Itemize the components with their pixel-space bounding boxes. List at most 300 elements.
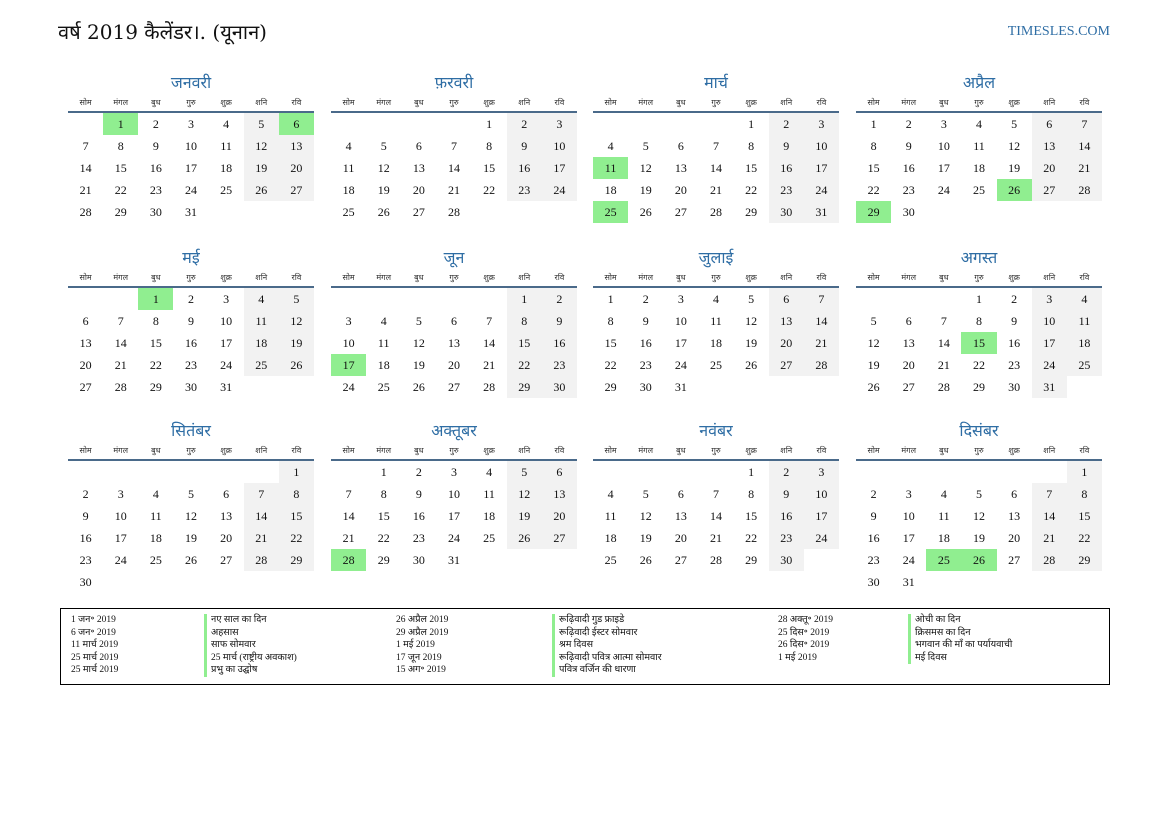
month-block (856, 72, 1102, 223)
empty-cell (961, 460, 996, 483)
day-cell: 1 (870, 116, 877, 131)
month-table (68, 94, 314, 223)
day-cell: 26 (867, 379, 880, 394)
day-cell: 23 (769, 179, 804, 201)
day-cell: 21 (709, 182, 722, 197)
day-cell: 23 (1008, 357, 1021, 372)
weekday-header: शनि (769, 442, 804, 460)
weekday-header: शनि (1032, 94, 1067, 112)
day-cell: 29 (745, 552, 758, 567)
legend-date: 26 दिस॰ 2019 (778, 640, 830, 650)
day-cell: 18 (709, 335, 722, 350)
day-cell: 20 (769, 332, 804, 354)
month-block (331, 420, 577, 571)
week-row (331, 483, 577, 505)
day-cell: 30 (639, 379, 652, 394)
day-cell: 19 (412, 357, 425, 372)
legend-holiday-name: श्रम दिवस (552, 639, 662, 652)
day-cell: 28 (709, 204, 722, 219)
day-cell: 28 (709, 552, 722, 567)
day-cell: 13 (1008, 508, 1021, 523)
day-cell: 1 (607, 291, 614, 306)
day-cell: 15 (867, 160, 880, 175)
day-cell: 14 (342, 508, 355, 523)
weekday-header: सोम (856, 94, 891, 112)
day-cell: 18 (244, 332, 279, 354)
weekday-header: शनि (244, 94, 279, 112)
day-cell: 17 (804, 157, 839, 179)
week-row (593, 354, 839, 376)
month-name: मार्च (704, 73, 728, 92)
day-cell: 31 (220, 379, 233, 394)
day-cell: 8 (870, 138, 877, 153)
week-row (856, 376, 1102, 398)
weekday-header: रवि (804, 442, 839, 460)
weekday-header: शुक्र (734, 269, 769, 287)
day-cell: 3 (223, 291, 230, 306)
day-cell: 3 (677, 291, 684, 306)
day-cell: 28 (79, 204, 92, 219)
weekday-header: शुक्र (472, 269, 507, 287)
day-cell: 25 (483, 530, 496, 545)
day-cell: 9 (542, 310, 577, 332)
month-name: जनवरी (170, 73, 212, 92)
day-cell: 13 (674, 508, 687, 523)
month-name: अप्रैल (962, 73, 996, 92)
day-cell: 27 (674, 204, 687, 219)
day-cell: 15 (1067, 505, 1102, 527)
day-cell: 24 (804, 527, 839, 549)
day-cell: 20 (220, 530, 233, 545)
day-cell: 12 (184, 508, 197, 523)
week-row (593, 157, 839, 179)
day-cell: 10 (542, 135, 577, 157)
day-cell: 4 (244, 287, 279, 310)
day-cell: 24 (542, 179, 577, 201)
weekday-header: रवि (1067, 442, 1102, 460)
day-cell: 7 (82, 138, 89, 153)
month-block (68, 420, 314, 593)
day-cell: 13 (769, 310, 804, 332)
weekday-header: बुध (138, 442, 173, 460)
day-cell: 4 (1067, 287, 1102, 310)
day-cell: 30 (412, 552, 425, 567)
empty-cell (856, 460, 891, 483)
day-cell: 15 (114, 160, 127, 175)
weekday-header: मंगल (891, 269, 926, 287)
day-cell: 2 (769, 112, 804, 135)
month-table (68, 269, 314, 398)
day-cell: 25 (1067, 354, 1102, 376)
month-table (331, 442, 577, 571)
empty-cell (209, 571, 244, 593)
day-cell: 8 (507, 310, 542, 332)
day-cell: 20 (79, 357, 92, 372)
day-cell: 24 (342, 379, 355, 394)
day-cell: 14 (79, 160, 92, 175)
legend-dates-2 (396, 614, 448, 677)
weekday-header: सोम (593, 442, 628, 460)
day-cell: 19 (377, 182, 390, 197)
week-row (593, 483, 839, 505)
day-cell: 18 (220, 160, 233, 175)
month-name: जुलाई (698, 248, 734, 267)
weekday-header: रवि (542, 269, 577, 287)
day-cell: 8 (486, 138, 493, 153)
weekday-header: गुरु (173, 269, 208, 287)
month-block (68, 72, 314, 223)
day-cell: 11 (377, 335, 390, 350)
week-row (856, 201, 1102, 223)
day-cell: 1 (748, 464, 755, 479)
month-block (856, 420, 1102, 593)
legend-holiday-name: मई दिवस (908, 652, 1012, 665)
day-cell: 21 (483, 357, 496, 372)
weekday-header: गुरु (961, 442, 996, 460)
day-cell: 28 (244, 549, 279, 571)
empty-cell (209, 201, 244, 223)
weekday-header: मंगल (628, 94, 663, 112)
day-cell: 3 (905, 486, 912, 501)
weekday-header: सोम (593, 94, 628, 112)
week-row (68, 157, 314, 179)
legend-holiday-name: ओची का दिन (908, 614, 1012, 627)
week-row (856, 460, 1102, 483)
weekday-header: शनि (769, 269, 804, 287)
day-cell: 26 (377, 204, 390, 219)
day-cell: 18 (604, 182, 617, 197)
day-cell: 18 (937, 530, 950, 545)
weekday-header: शनि (1032, 442, 1067, 460)
weekday-header: बुध (401, 442, 436, 460)
day-cell: 30 (79, 574, 92, 589)
day-cell: 24 (1032, 354, 1067, 376)
holiday-day-cell: 28 (331, 549, 366, 571)
empty-cell (1067, 376, 1102, 398)
day-cell: 10 (804, 135, 839, 157)
legend-date: 17 जून 2019 (396, 652, 442, 663)
day-cell: 9 (152, 138, 159, 153)
day-cell: 1 (748, 116, 755, 131)
day-cell: 21 (244, 527, 279, 549)
month-table (593, 94, 839, 223)
day-cell: 18 (604, 530, 617, 545)
empty-cell (68, 287, 103, 310)
day-cell: 26 (639, 552, 652, 567)
weekday-header: शुक्र (472, 442, 507, 460)
day-cell: 11 (342, 160, 355, 175)
day-cell: 1 (279, 460, 314, 483)
weekday-header: मंगल (103, 442, 138, 460)
day-cell: 10 (184, 138, 197, 153)
day-cell: 11 (938, 508, 950, 523)
day-cell: 24 (114, 552, 127, 567)
day-cell: 9 (187, 313, 194, 328)
day-cell: 3 (450, 464, 457, 479)
day-cell: 20 (1032, 157, 1067, 179)
day-cell: 23 (769, 527, 804, 549)
empty-cell (1032, 201, 1067, 223)
day-cell: 8 (117, 138, 124, 153)
day-cell: 3 (940, 116, 947, 131)
day-cell: 15 (604, 335, 617, 350)
month-table (331, 94, 577, 223)
day-cell: 16 (507, 157, 542, 179)
day-cell: 9 (870, 508, 877, 523)
weekday-header: गुरु (698, 442, 733, 460)
empty-cell (331, 460, 366, 483)
month-name: मई (182, 248, 200, 267)
empty-cell (507, 549, 542, 571)
day-cell: 11 (604, 508, 617, 523)
day-cell: 29 (507, 376, 542, 398)
weekday-header: शुक्र (997, 442, 1032, 460)
day-cell: 12 (279, 310, 314, 332)
day-cell: 6 (677, 486, 684, 501)
day-cell: 22 (149, 357, 162, 372)
month-table (856, 94, 1102, 223)
day-cell: 4 (940, 486, 947, 501)
day-cell: 12 (244, 135, 279, 157)
day-cell: 12 (972, 508, 985, 523)
holiday-day-cell: 15 (961, 332, 996, 354)
day-cell: 18 (149, 530, 162, 545)
day-cell: 7 (450, 138, 457, 153)
day-cell: 15 (377, 508, 390, 523)
weekday-header: रवि (1067, 94, 1102, 112)
legend-date: 1 मई 2019 (778, 652, 817, 663)
day-cell: 5 (380, 138, 387, 153)
weekday-header: शुक्र (734, 442, 769, 460)
legend-date: 15 अग॰ 2019 (396, 665, 446, 675)
empty-cell (279, 201, 314, 223)
empty-cell (472, 201, 507, 223)
weekday-header: मंगल (628, 269, 663, 287)
day-cell: 10 (902, 508, 915, 523)
day-cell: 23 (867, 552, 880, 567)
day-cell: 24 (184, 182, 197, 197)
day-cell: 30 (184, 379, 197, 394)
day-cell: 23 (79, 552, 92, 567)
empty-cell (1067, 201, 1102, 223)
day-cell: 23 (902, 182, 915, 197)
day-cell: 31 (674, 379, 687, 394)
week-row (331, 287, 577, 310)
empty-cell (366, 112, 401, 135)
day-cell: 22 (867, 182, 880, 197)
day-cell: 14 (709, 508, 722, 523)
weekday-header: बुध (138, 269, 173, 287)
legend-holiday-name: रूढ़िवादी ईस्टर सोमवार (552, 627, 662, 640)
day-cell: 7 (940, 313, 947, 328)
day-cell: 19 (639, 182, 652, 197)
day-cell: 21 (79, 182, 92, 197)
legend-dates-3 (778, 614, 833, 664)
weekday-header: बुध (401, 94, 436, 112)
month-name: दिसंबर (959, 421, 999, 440)
legend-names-2 (552, 614, 662, 677)
empty-cell (1067, 571, 1102, 593)
weekday-header: बुध (663, 94, 698, 112)
day-cell: 8 (1067, 483, 1102, 505)
day-cell: 16 (867, 530, 880, 545)
day-cell: 13 (412, 160, 425, 175)
weekday-header: सोम (331, 94, 366, 112)
week-row (68, 527, 314, 549)
day-cell: 6 (769, 287, 804, 310)
empty-cell (173, 571, 208, 593)
day-cell: 31 (1032, 376, 1067, 398)
empty-cell (593, 112, 628, 135)
week-row (856, 483, 1102, 505)
day-cell: 30 (1008, 379, 1021, 394)
day-cell: 21 (114, 357, 127, 372)
day-cell: 19 (1008, 160, 1021, 175)
legend-date: 29 अप्रैल 2019 (396, 627, 449, 638)
week-row (856, 112, 1102, 135)
weekday-header: मंगल (891, 94, 926, 112)
week-row (856, 157, 1102, 179)
holiday-day-cell: 26 (961, 549, 996, 571)
day-cell: 9 (415, 486, 422, 501)
month-block (856, 247, 1102, 398)
weekday-header: गुरु (173, 442, 208, 460)
day-cell: 5 (279, 287, 314, 310)
empty-cell (856, 287, 891, 310)
day-cell: 4 (223, 116, 230, 131)
day-cell: 25 (604, 552, 617, 567)
weekday-header: मंगल (366, 94, 401, 112)
site-link[interactable]: TIMESLES.COM (1007, 24, 1110, 39)
day-cell: 23 (149, 182, 162, 197)
empty-cell (331, 112, 366, 135)
day-cell: 15 (149, 335, 162, 350)
legend-date: 25 मार्च 2019 (71, 652, 119, 663)
week-row (68, 549, 314, 571)
day-cell: 14 (709, 160, 722, 175)
legend-date: 11 मार्च 2019 (71, 640, 119, 650)
day-cell: 17 (937, 160, 950, 175)
legend-holiday-name: अहसास (204, 627, 297, 640)
day-cell: 19 (244, 157, 279, 179)
day-cell: 29 (604, 379, 617, 394)
day-cell: 9 (905, 138, 912, 153)
day-cell: 9 (82, 508, 89, 523)
weekday-header: गुरु (436, 269, 471, 287)
weekday-header: रवि (804, 94, 839, 112)
empty-cell (331, 287, 366, 310)
week-row (593, 332, 839, 354)
day-cell: 7 (712, 486, 719, 501)
day-cell: 8 (279, 483, 314, 505)
week-row (331, 135, 577, 157)
day-cell: 5 (187, 486, 194, 501)
day-cell: 4 (975, 116, 982, 131)
week-row (593, 112, 839, 135)
day-cell: 18 (972, 160, 985, 175)
day-cell: 7 (712, 138, 719, 153)
weekday-header: रवि (279, 442, 314, 460)
weekday-header: गुरु (698, 269, 733, 287)
week-row (331, 460, 577, 483)
weekday-header: शुक्र (209, 442, 244, 460)
week-row (856, 571, 1102, 593)
day-cell: 26 (184, 552, 197, 567)
day-cell: 2 (769, 460, 804, 483)
holiday-day-cell: 25 (593, 201, 628, 223)
day-cell: 10 (674, 313, 687, 328)
day-cell: 12 (377, 160, 390, 175)
day-cell: 9 (642, 313, 649, 328)
day-cell: 7 (117, 313, 124, 328)
empty-cell (926, 571, 961, 593)
day-cell: 22 (1067, 527, 1102, 549)
month-name: नवंबर (699, 421, 733, 440)
day-cell: 10 (342, 335, 355, 350)
day-cell: 25 (377, 379, 390, 394)
day-cell: 7 (1032, 483, 1067, 505)
day-cell: 16 (79, 530, 92, 545)
month-block (593, 420, 839, 571)
day-cell: 15 (279, 505, 314, 527)
weekday-header: शनि (507, 269, 542, 287)
day-cell: 13 (542, 483, 577, 505)
day-cell: 2 (542, 287, 577, 310)
month-table (68, 442, 314, 593)
day-cell: 27 (902, 379, 915, 394)
day-cell: 19 (639, 530, 652, 545)
day-cell: 14 (447, 160, 460, 175)
day-cell: 31 (804, 201, 839, 223)
weekday-header: शुक्र (472, 94, 507, 112)
empty-cell (209, 460, 244, 483)
legend-holiday-name: नए साल का दिन (204, 614, 297, 627)
day-cell: 17 (804, 505, 839, 527)
week-row (593, 310, 839, 332)
day-cell: 13 (902, 335, 915, 350)
day-cell: 18 (1067, 332, 1102, 354)
weekday-header: बुध (663, 269, 698, 287)
week-row (68, 112, 314, 135)
day-cell: 5 (642, 138, 649, 153)
day-cell: 17 (1032, 332, 1067, 354)
legend-date: 1 जन॰ 2019 (71, 615, 116, 625)
holiday-day-cell: 6 (279, 112, 314, 135)
empty-cell (593, 460, 628, 483)
day-cell: 17 (542, 157, 577, 179)
day-cell: 15 (745, 508, 758, 523)
week-row (68, 287, 314, 310)
empty-cell (891, 460, 926, 483)
day-cell: 13 (1032, 135, 1067, 157)
empty-cell (734, 376, 769, 398)
day-cell: 22 (114, 182, 127, 197)
day-cell: 8 (748, 138, 755, 153)
day-cell: 20 (674, 182, 687, 197)
day-cell: 27 (674, 552, 687, 567)
weekday-header: गुरु (698, 94, 733, 112)
day-cell: 7 (486, 313, 493, 328)
empty-cell (804, 376, 839, 398)
empty-cell (436, 112, 471, 135)
legend-date: 6 जन॰ 2019 (71, 627, 116, 638)
day-cell: 1 (380, 464, 387, 479)
day-cell: 28 (937, 379, 950, 394)
month-table (331, 269, 577, 398)
month-block (593, 247, 839, 398)
day-cell: 7 (804, 287, 839, 310)
month-block (68, 247, 314, 398)
